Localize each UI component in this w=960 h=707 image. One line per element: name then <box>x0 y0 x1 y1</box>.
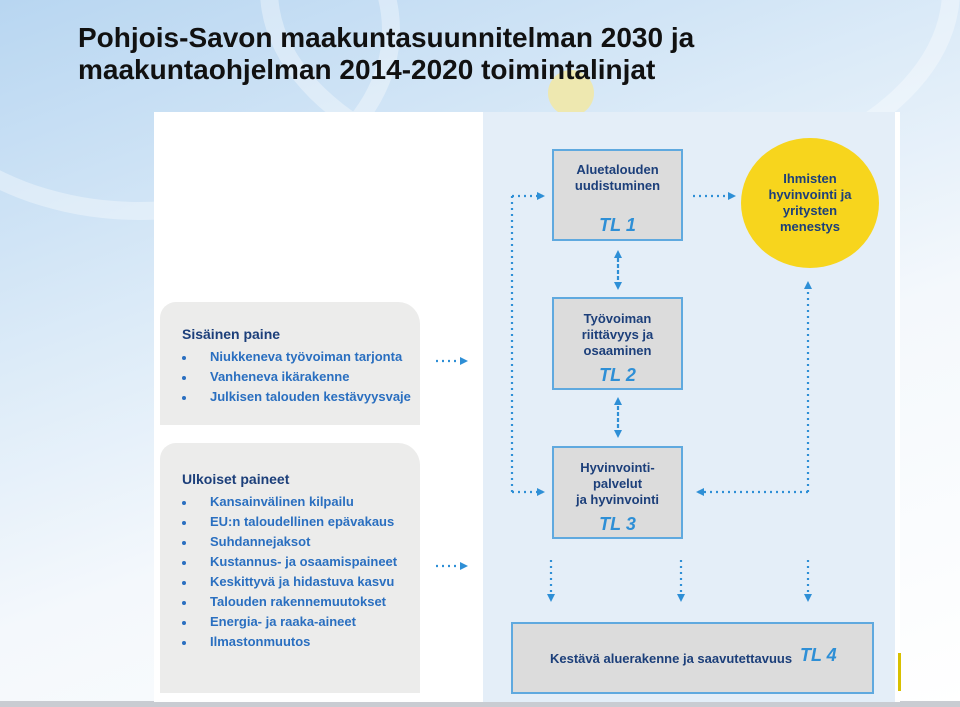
list-item: Niukkeneva työvoiman tarjonta <box>182 347 411 367</box>
tl4-label: Kestävä aluerakenne ja saavutettavuus <box>550 651 793 666</box>
bullet-icon <box>182 581 186 585</box>
internal-pressure-heading: Sisäinen paine <box>182 326 281 342</box>
list-item: Kustannus- ja osaamispaineet <box>182 552 397 572</box>
list-item: Julkisen talouden kestävyysvaje <box>182 387 411 407</box>
bullet-icon <box>182 621 186 625</box>
tl3-label: Hyvinvointi- palvelut ja hyvinvointi <box>575 460 660 507</box>
external-pressures-heading: Ulkoiset paineet <box>182 471 290 487</box>
tl4-box <box>511 622 874 694</box>
decorative-marker <box>898 653 901 691</box>
goal-circle: Ihmisten hyvinvointi ja yritysten menestys <box>741 138 879 268</box>
tl3-box <box>552 446 683 539</box>
list-item: Talouden rakennemuutokset <box>182 592 397 612</box>
internal-pressure-box <box>160 302 420 425</box>
tl1-label: Aluetalouden uudistuminen <box>574 162 661 193</box>
list-item: EU:n taloudellinen epävakaus <box>182 512 397 532</box>
list-item: Vanheneva ikärakenne <box>182 367 411 387</box>
bullet-icon <box>182 601 186 605</box>
external-pressures-list <box>182 492 397 652</box>
bullet-icon <box>182 501 186 505</box>
bullet-icon <box>182 356 186 360</box>
tl2-label: Työvoiman riittävyys ja osaaminen <box>581 311 654 358</box>
list-item: Kansainvälinen kilpailu <box>182 492 397 512</box>
tl1-code: TL 1 <box>599 215 636 235</box>
list-item: Suhdannejaksot <box>182 532 397 552</box>
internal-pressure-list <box>182 347 411 407</box>
tl3-code: TL 3 <box>599 514 636 534</box>
external-pressures-box <box>160 443 420 693</box>
bullet-icon <box>182 641 186 645</box>
list-item: Ilmastonmuutos <box>182 632 397 652</box>
list-item: Keskittyvä ja hidastuva kasvu <box>182 572 397 592</box>
tl1-box <box>552 149 683 241</box>
bullet-icon <box>182 396 186 400</box>
list-item: Energia- ja raaka-aineet <box>182 612 397 632</box>
tl2-code: TL 2 <box>599 365 636 385</box>
bullet-icon <box>182 521 186 525</box>
slide-title: Pohjois-Savon maakuntasuunnitelman 2030 ja maakuntaohjelman 2014-2020 toimintalinjat <box>78 22 695 85</box>
tl2-box <box>552 297 683 390</box>
tl4-code: TL 4 <box>800 645 837 665</box>
bullet-icon <box>182 541 186 545</box>
bullet-icon <box>182 376 186 380</box>
bullet-icon <box>182 561 186 565</box>
